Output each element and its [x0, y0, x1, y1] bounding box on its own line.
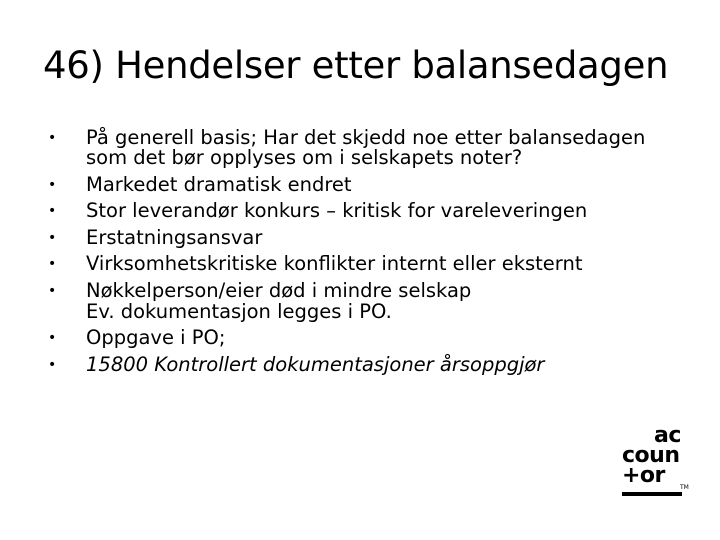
- logo-text-line1: ac: [654, 423, 681, 448]
- bullet-list: [43, 128, 663, 381]
- bullet-dot: •: [48, 282, 57, 299]
- bullet-dot: •: [48, 203, 57, 220]
- bullet-item: [43, 352, 663, 376]
- bullet-text: Ev. dokumentasjon legges i PO.: [86, 299, 392, 323]
- bullet-text: Oppgave i PO;: [86, 326, 226, 350]
- bullet-item: [43, 254, 663, 274]
- bullet-dot: •: [48, 130, 57, 146]
- bullet-dot: •: [48, 229, 57, 246]
- bullet-item: [43, 278, 663, 302]
- bullet-dot: •: [48, 256, 57, 273]
- bullet-text: Markedet dramatisk endret: [86, 172, 352, 196]
- bullet-text: Erstatningsansvar: [86, 225, 263, 249]
- bullet-text: Stor leverandør konkurs – kritisk for vareleveringen: [86, 199, 588, 223]
- accountor-logo: [620, 423, 689, 496]
- bullet-text: Nøkkelperson/eier død i mindre selskap: [86, 278, 472, 302]
- slide-title: 46) Hendelser etter balansedagen: [43, 44, 669, 87]
- bullet-text: På generell basis; Har det skjedd noe etter balansedagen som det bør opplyses om i selskapets noter?: [86, 126, 646, 170]
- bullet-dot: •: [48, 176, 57, 193]
- logo-underline: [622, 492, 682, 496]
- bullet-text: Virksomhetskritiske konflikter internt eller eksternt: [86, 252, 583, 276]
- bullet-dot: •: [48, 356, 57, 373]
- logo-trademark: TM: [680, 484, 689, 491]
- logo-text-line2: coun: [622, 443, 680, 468]
- bullet-item: [43, 201, 663, 221]
- bullet-item: [43, 172, 663, 196]
- continuation-line: [43, 299, 663, 323]
- bullet-item: [43, 328, 663, 348]
- bullet-dot: •: [48, 330, 57, 347]
- bullet-item: [43, 225, 663, 249]
- bullet-item: [43, 128, 663, 168]
- logo-text-line3: +or: [622, 463, 665, 488]
- bullet-text: 15800 Kontrollert dokumentasjoner årsoppgjør: [86, 352, 545, 376]
